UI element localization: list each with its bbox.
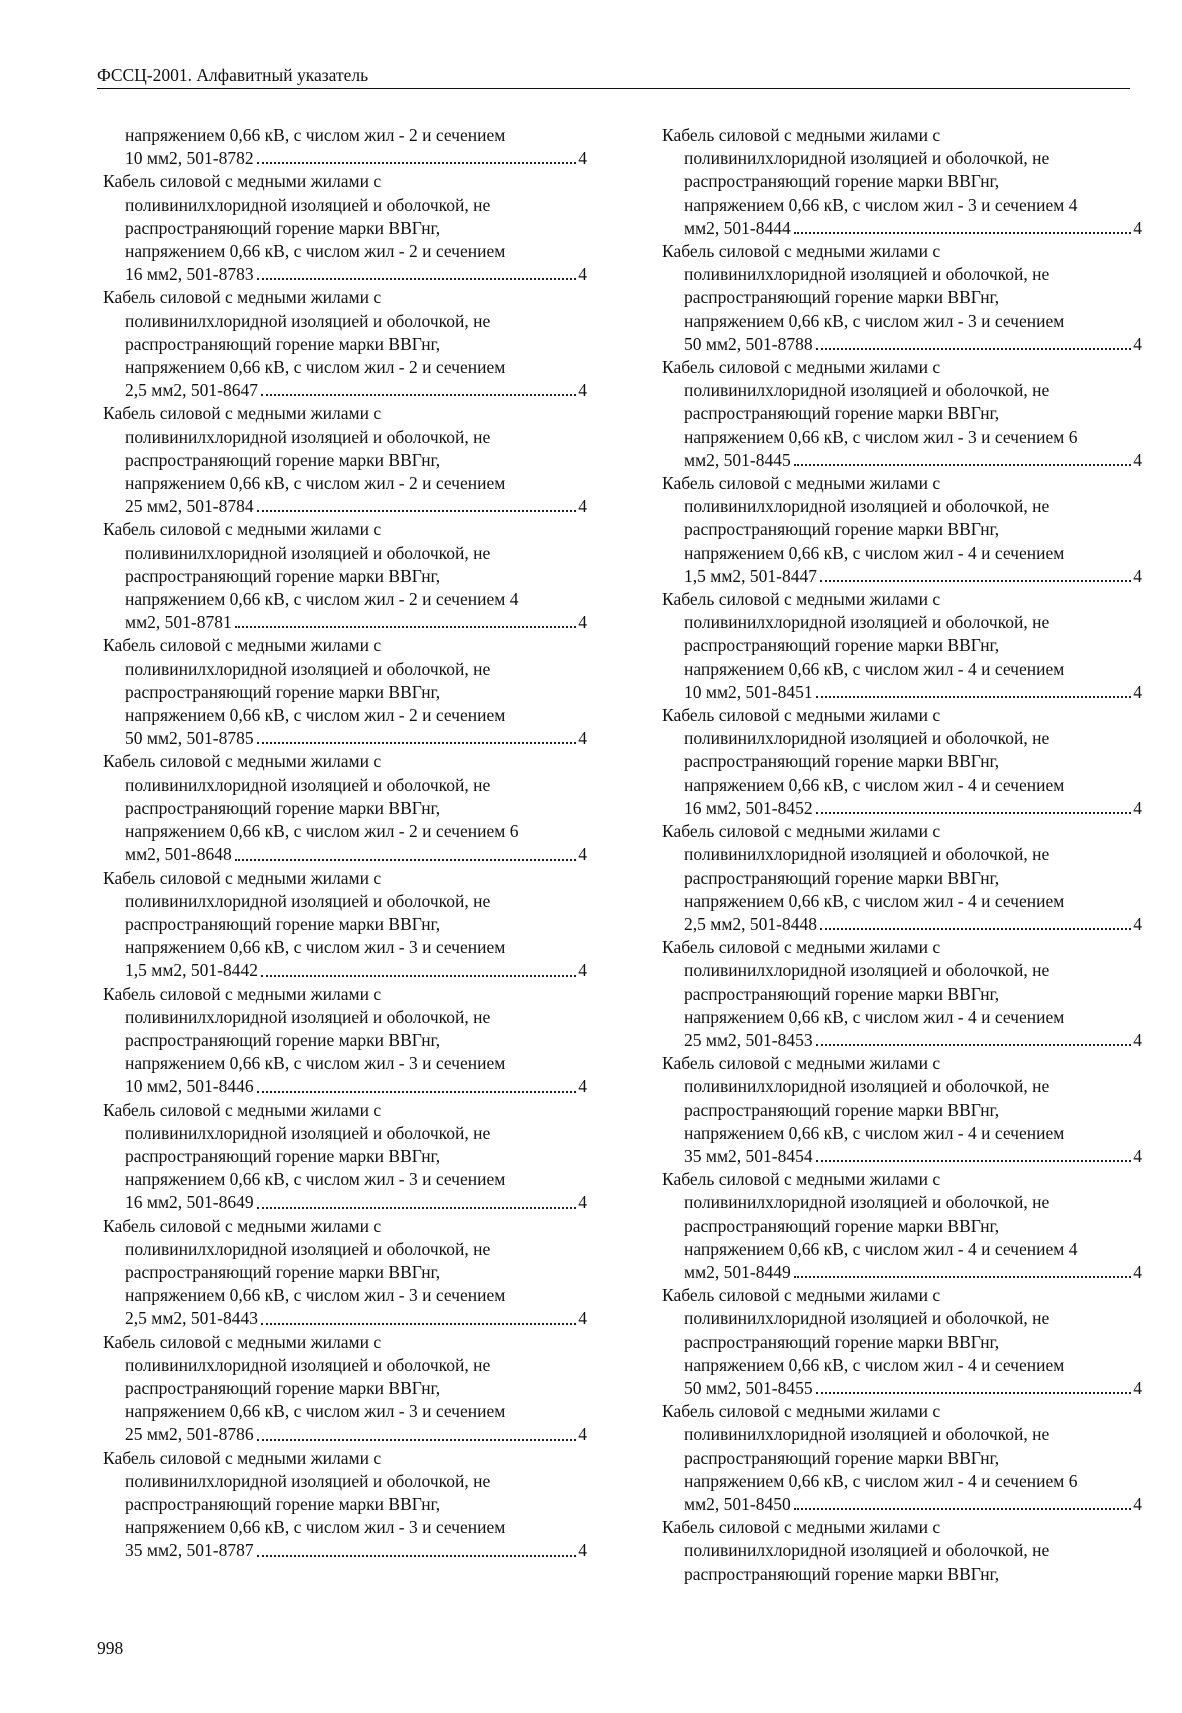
entry-text-line: Кабель силовой с медными жилами с xyxy=(103,751,382,772)
entry-page-number: 4 xyxy=(578,728,587,749)
entry-code: 16 мм2, 501-8452 xyxy=(684,797,813,818)
entry-text-line: Кабель силовой с медными жилами с xyxy=(103,519,382,540)
dot-leader xyxy=(820,580,1131,582)
entry-text-line: Кабель силовой с медными жилами с xyxy=(103,1099,382,1120)
entry-text-line: поливинилхлоридной изоляцией и оболочкой, не xyxy=(125,774,491,795)
dot-leader xyxy=(257,278,577,280)
index-entry xyxy=(103,402,587,518)
header-title: ФССЦ-2001. Алфавитный указатель xyxy=(97,65,369,85)
entry-reference-line xyxy=(662,1493,1142,1516)
entry-text-line: напряжением 0,66 кВ, с числом жил - 4 и сечением xyxy=(684,658,1065,679)
entry-text-line: поливинилхлоридной изоляцией и оболочкой, не xyxy=(125,658,491,679)
entry-text-line: Кабель силовой с медными жилами с xyxy=(662,473,941,494)
entry-text-line: поливинилхлоридной изоляцией и оболочкой, не xyxy=(125,1006,491,1027)
entry-text-line: поливинилхлоридной изоляцией и оболочкой, не xyxy=(684,612,1050,633)
entry-text-line: напряжением 0,66 кВ, с числом жил - 4 и сечением xyxy=(684,1006,1065,1027)
entry-text-line: Кабель силовой с медными жилами с xyxy=(662,1053,941,1074)
entry-text-line: распространяющий горение марки ВВГнг, xyxy=(684,171,1000,192)
entry-reference-line xyxy=(103,1539,587,1562)
dot-leader xyxy=(794,464,1132,466)
entry-page-number: 4 xyxy=(578,1076,587,1097)
entry-text-line: напряжением 0,66 кВ, с числом жил - 2 и сечением xyxy=(125,241,506,262)
entry-reference-line xyxy=(103,1423,587,1446)
entry-code: 16 мм2, 501-8649 xyxy=(125,1192,254,1213)
entry-text-line: распространяющий горение марки ВВГнг, xyxy=(684,1099,1000,1120)
entry-page-number: 4 xyxy=(1133,1493,1142,1514)
dot-leader xyxy=(261,975,576,977)
entry-code: 50 мм2, 501-8455 xyxy=(684,1377,813,1398)
entry-text-line: Кабель силовой с медными жилами с xyxy=(662,705,941,726)
entry-code: 10 мм2, 501-8446 xyxy=(125,1076,254,1097)
entry-reference-line xyxy=(662,217,1142,240)
entry-text-line: Кабель силовой с медными жилами с xyxy=(662,1401,941,1422)
entry-page-number: 4 xyxy=(1133,449,1142,470)
entry-page-number: 4 xyxy=(578,1424,587,1445)
entry-text-line: поливинилхлоридной изоляцией и оболочкой, не xyxy=(684,1424,1050,1445)
entry-reference-line xyxy=(662,1145,1142,1168)
dot-leader xyxy=(816,1160,1132,1162)
entry-text-line: напряжением 0,66 кВ, с числом жил - 4 и сечением xyxy=(684,774,1065,795)
entry-text-line: поливинилхлоридной изоляцией и оболочкой, не xyxy=(684,1540,1050,1561)
index-entry xyxy=(662,820,1142,936)
entry-code: 50 мм2, 501-8788 xyxy=(684,333,813,354)
entry-page-number: 4 xyxy=(1133,1261,1142,1282)
entry-reference-line xyxy=(103,147,587,170)
index-entry xyxy=(103,1331,587,1447)
dot-leader xyxy=(257,162,577,164)
entry-text-line: поливинилхлоридной изоляцией и оболочкой, не xyxy=(684,1076,1050,1097)
entry-text-line: напряжением 0,66 кВ, с числом жил - 3 и сечением xyxy=(125,1517,506,1538)
dot-leader xyxy=(257,1555,577,1557)
index-entry xyxy=(103,1447,587,1563)
entry-text-line: распространяющий горение марки ВВГнг, xyxy=(684,751,1000,772)
index-entry xyxy=(103,286,587,402)
entry-text-line: распространяющий горение марки ВВГнг, xyxy=(125,1029,441,1050)
entry-text-line: распространяющий горение марки ВВГнг, xyxy=(684,519,1000,540)
dot-leader xyxy=(816,812,1132,814)
entry-code: 50 мм2, 501-8785 xyxy=(125,728,254,749)
dot-leader xyxy=(261,394,576,396)
entry-text-line: Кабель силовой с медными жилами с xyxy=(103,287,382,308)
index-entry xyxy=(662,240,1142,356)
index-entry xyxy=(662,1052,1142,1168)
entry-text-line: напряжением 0,66 кВ, с числом жил - 2 и сечением xyxy=(125,357,506,378)
entry-text-line: напряжением 0,66 кВ, с числом жил - 4 и сечением 6 xyxy=(684,1470,1078,1491)
dot-leader xyxy=(794,232,1132,234)
entry-text-line: Кабель силовой с медными жилами с xyxy=(103,403,382,424)
entry-text-line: Кабель силовой с медными жилами с xyxy=(662,241,941,262)
dot-leader xyxy=(816,1044,1132,1046)
entry-reference-line xyxy=(662,1377,1142,1400)
entry-text-line: поливинилхлоридной изоляцией и оболочкой, не xyxy=(684,264,1050,285)
entry-text-line: Кабель силовой с медными жилами с xyxy=(103,171,382,192)
entry-code: 25 мм2, 501-8453 xyxy=(684,1029,813,1050)
dot-leader xyxy=(820,928,1131,930)
entry-text-line: распространяющий горение марки ВВГнг, xyxy=(684,1331,1000,1352)
dot-leader xyxy=(257,742,577,744)
entry-text-line: Кабель силовой с медными жилами с xyxy=(662,937,941,958)
entry-page-number: 4 xyxy=(1133,1029,1142,1050)
entry-reference-line xyxy=(662,797,1142,820)
entry-reference-line xyxy=(662,681,1142,704)
entry-text-line: распространяющий горение марки ВВГнг, xyxy=(125,681,441,702)
index-entry xyxy=(662,588,1142,704)
entry-page-number: 4 xyxy=(1133,1377,1142,1398)
entry-text-line: напряжением 0,66 кВ, с числом жил - 3 и сечением 6 xyxy=(684,426,1078,447)
entry-text-line: распространяющий горение марки ВВГнг, xyxy=(684,1563,1000,1584)
index-entry xyxy=(103,983,587,1099)
entry-text-line: распространяющий горение марки ВВГнг, xyxy=(125,217,441,238)
entry-text-line: поливинилхлоридной изоляцией и оболочкой, не xyxy=(684,1192,1050,1213)
entry-text-line: Кабель силовой с медными жилами с xyxy=(103,635,382,656)
entry-text-line: Кабель силовой с медными жилами с xyxy=(662,1517,941,1538)
entry-text-line: Кабель силовой с медными жилами с xyxy=(103,1447,382,1468)
entry-text-line: напряжением 0,66 кВ, с числом жил - 2 и сечением xyxy=(125,125,506,145)
entry-code: мм2, 501-8445 xyxy=(684,449,791,470)
entry-text-line: поливинилхлоридной изоляцией и оболочкой, не xyxy=(125,1122,491,1143)
entry-text-line: напряжением 0,66 кВ, с числом жил - 3 и сечением xyxy=(125,1401,506,1422)
entry-page-number: 4 xyxy=(578,496,587,517)
entry-reference-line xyxy=(662,1029,1142,1052)
index-entry xyxy=(662,704,1142,820)
entry-text-line: поливинилхлоридной изоляцией и оболочкой, не xyxy=(684,728,1050,749)
entry-page-number: 4 xyxy=(1133,565,1142,586)
dot-leader xyxy=(235,859,577,861)
index-entry xyxy=(103,867,587,983)
entry-text-line: распространяющий горение марки ВВГнг, xyxy=(684,287,1000,308)
index-entry xyxy=(103,518,587,634)
entry-text-line: поливинилхлоридной изоляцией и оболочкой, не xyxy=(684,960,1050,981)
entry-text-line: распространяющий горение марки ВВГнг, xyxy=(125,797,441,818)
entry-text-line: напряжением 0,66 кВ, с числом жил - 3 и сечением xyxy=(125,1053,506,1074)
index-entry xyxy=(103,634,587,750)
entry-text-line: распространяющий горение марки ВВГнг, xyxy=(125,333,441,354)
entry-text-line: поливинилхлоридной изоляцией и оболочкой, не xyxy=(125,426,491,447)
entry-text-line: Кабель силовой с медными жилами с xyxy=(662,1169,941,1190)
entry-page-number: 4 xyxy=(1133,1145,1142,1166)
entry-text-line: напряжением 0,66 кВ, с числом жил - 2 и сечением xyxy=(125,473,506,494)
entry-page-number: 4 xyxy=(1133,797,1142,818)
entry-page-number: 4 xyxy=(1133,681,1142,702)
entry-reference-line xyxy=(662,913,1142,936)
entry-page-number: 4 xyxy=(1133,333,1142,354)
entry-code: 2,5 мм2, 501-8443 xyxy=(125,1308,258,1329)
entry-text-line: Кабель силовой с медными жилами с xyxy=(662,1285,941,1306)
running-header xyxy=(97,64,1130,89)
dot-leader xyxy=(257,510,577,512)
entry-text-line: напряжением 0,66 кВ, с числом жил - 2 и сечением 4 xyxy=(125,589,519,610)
dot-leader xyxy=(794,1508,1132,1510)
entry-code: 25 мм2, 501-8786 xyxy=(125,1424,254,1445)
index-entry xyxy=(103,170,587,286)
dot-leader xyxy=(257,1091,577,1093)
entry-text-line: Кабель силовой с медными жилами с xyxy=(103,1215,382,1236)
entry-text-line: напряжением 0,66 кВ, с числом жил - 2 и сечением xyxy=(125,705,506,726)
entry-code: 2,5 мм2, 501-8448 xyxy=(684,913,817,934)
dot-leader xyxy=(235,626,577,628)
entry-text-line: распространяющий горение марки ВВГнг, xyxy=(684,867,1000,888)
index-entry xyxy=(662,124,1142,240)
entry-text-line: напряжением 0,66 кВ, с числом жил - 4 и сечением xyxy=(684,1122,1065,1143)
entry-text-line: распространяющий горение марки ВВГнг, xyxy=(684,635,1000,656)
entry-text-line: поливинилхлоридной изоляцией и оболочкой, не xyxy=(684,1308,1050,1329)
entry-page-number: 4 xyxy=(578,612,587,633)
entry-reference-line xyxy=(103,1075,587,1098)
entry-text-line: Кабель силовой с медными жилами с xyxy=(103,983,382,1004)
entry-code: 10 мм2, 501-8782 xyxy=(125,148,254,169)
dot-leader xyxy=(816,348,1132,350)
entry-text-line: напряжением 0,66 кВ, с числом жил - 4 и сечением xyxy=(684,1354,1065,1375)
entry-code: 16 мм2, 501-8783 xyxy=(125,264,254,285)
entry-code: мм2, 501-8648 xyxy=(125,844,232,865)
entry-text-line: напряжением 0,66 кВ, с числом жил - 3 и сечением xyxy=(125,1169,506,1190)
entry-text-line: напряжением 0,66 кВ, с числом жил - 4 и сечением xyxy=(684,542,1065,563)
index-entry xyxy=(662,1516,1142,1586)
entry-reference-line xyxy=(662,1261,1142,1284)
entry-code: 1,5 мм2, 501-8442 xyxy=(125,960,258,981)
entry-text-line: поливинилхлоридной изоляцией и оболочкой, не xyxy=(684,148,1050,169)
index-column-right xyxy=(662,124,1142,1586)
entry-text-line: поливинилхлоридной изоляцией и оболочкой, не xyxy=(684,496,1050,517)
entry-text-line: поливинилхлоридной изоляцией и оболочкой, не xyxy=(684,844,1050,865)
entry-text-line: распространяющий горение марки ВВГнг, xyxy=(125,1145,441,1166)
index-entry xyxy=(662,1168,1142,1284)
entry-page-number: 4 xyxy=(578,264,587,285)
dot-leader xyxy=(257,1439,577,1441)
entry-text-line: поливинилхлоридной изоляцией и оболочкой, не xyxy=(125,1470,491,1491)
entry-reference-line xyxy=(662,449,1142,472)
entry-code: 10 мм2, 501-8451 xyxy=(684,681,813,702)
entry-code: мм2, 501-8450 xyxy=(684,1493,791,1514)
dot-leader xyxy=(257,1207,577,1209)
entry-reference-line xyxy=(103,1191,587,1214)
entry-text-line: распространяющий горение марки ВВГнг, xyxy=(684,403,1000,424)
entry-code: 25 мм2, 501-8784 xyxy=(125,496,254,517)
index-entry xyxy=(103,1099,587,1215)
entry-page-number: 4 xyxy=(1133,217,1142,238)
dot-leader xyxy=(816,696,1132,698)
entry-reference-line xyxy=(662,333,1142,356)
entry-page-number: 4 xyxy=(578,960,587,981)
entry-code: мм2, 501-8781 xyxy=(125,612,232,633)
entry-code: 2,5 мм2, 501-8647 xyxy=(125,380,258,401)
entry-text-line: распространяющий горение марки ВВГнг, xyxy=(125,1377,441,1398)
entry-text-line: Кабель силовой с медными жилами с xyxy=(662,357,941,378)
entry-text-line: напряжением 0,66 кВ, с числом жил - 4 и сечением 4 xyxy=(684,1238,1078,1259)
entry-reference-line xyxy=(103,263,587,286)
index-column-left xyxy=(103,124,587,1563)
entry-reference-line xyxy=(103,495,587,518)
entry-text-line: Кабель силовой с медными жилами с xyxy=(662,821,941,842)
entry-text-line: распространяющий горение марки ВВГнг, xyxy=(684,1215,1000,1236)
entry-reference-line xyxy=(103,959,587,982)
entry-text-line: поливинилхлоридной изоляцией и оболочкой, не xyxy=(125,542,491,563)
index-entry xyxy=(103,124,587,170)
entry-text-line: распространяющий горение марки ВВГнг, xyxy=(125,1493,441,1514)
index-entry xyxy=(662,1284,1142,1400)
entry-code: 1,5 мм2, 501-8447 xyxy=(684,565,817,586)
dot-leader xyxy=(816,1392,1132,1394)
entry-text-line: Кабель силовой с медными жилами с xyxy=(103,867,382,888)
entry-text-line: распространяющий горение марки ВВГнг, xyxy=(125,449,441,470)
entry-text-line: напряжением 0,66 кВ, с числом жил - 3 и сечением 4 xyxy=(684,194,1078,215)
entry-text-line: поливинилхлоридной изоляцией и оболочкой, не xyxy=(684,380,1050,401)
entry-code: 35 мм2, 501-8454 xyxy=(684,1145,813,1166)
dot-leader xyxy=(261,1323,576,1325)
entry-text-line: напряжением 0,66 кВ, с числом жил - 4 и сечением xyxy=(684,890,1065,911)
entry-page-number: 4 xyxy=(578,148,587,169)
index-entry xyxy=(662,1400,1142,1516)
index-entry xyxy=(103,750,587,866)
entry-text-line: распространяющий горение марки ВВГнг, xyxy=(125,1261,441,1282)
entry-page-number: 4 xyxy=(578,1308,587,1329)
entry-text-line: Кабель силовой с медными жилами с xyxy=(662,589,941,610)
entry-page-number: 4 xyxy=(578,844,587,865)
index-entry xyxy=(662,356,1142,472)
page-number: 998 xyxy=(97,1638,124,1658)
entry-text-line: поливинилхлоридной изоляцией и оболочкой, не xyxy=(125,194,491,215)
entry-code: мм2, 501-8444 xyxy=(684,217,791,238)
entry-text-line: поливинилхлоридной изоляцией и оболочкой, не xyxy=(125,310,491,331)
entry-text-line: распространяющий горение марки ВВГнг, xyxy=(684,983,1000,1004)
entry-page-number: 4 xyxy=(578,1540,587,1561)
entry-text-line: поливинилхлоридной изоляцией и оболочкой, не xyxy=(125,1354,491,1375)
entry-page-number: 4 xyxy=(578,380,587,401)
entry-text-line: поливинилхлоридной изоляцией и оболочкой, не xyxy=(125,890,491,911)
entry-text-line: распространяющий горение марки ВВГнг, xyxy=(125,913,441,934)
entry-reference-line xyxy=(103,843,587,866)
entry-reference-line xyxy=(103,727,587,750)
entry-reference-line xyxy=(103,1307,587,1330)
entry-code: 35 мм2, 501-8787 xyxy=(125,1540,254,1561)
entry-text-line: Кабель силовой с медными жилами с xyxy=(662,125,941,145)
entry-text-line: Кабель силовой с медными жилами с xyxy=(103,1331,382,1352)
entry-text-line: поливинилхлоридной изоляцией и оболочкой, не xyxy=(125,1238,491,1259)
entry-text-line: напряжением 0,66 кВ, с числом жил - 3 и сечением xyxy=(125,937,506,958)
entry-text-line: напряжением 0,66 кВ, с числом жил - 3 и сечением xyxy=(125,1285,506,1306)
entry-text-line: распространяющий горение марки ВВГнг, xyxy=(125,565,441,586)
index-entry xyxy=(662,472,1142,588)
entry-text-line: распространяющий горение марки ВВГнг, xyxy=(684,1447,1000,1468)
entry-reference-line xyxy=(103,379,587,402)
entry-reference-line xyxy=(103,611,587,634)
index-entry xyxy=(662,936,1142,1052)
entry-code: мм2, 501-8449 xyxy=(684,1261,791,1282)
entry-text-line: напряжением 0,66 кВ, с числом жил - 3 и сечением xyxy=(684,310,1065,331)
entry-page-number: 4 xyxy=(578,1192,587,1213)
index-entry xyxy=(103,1215,587,1331)
entry-text-line: напряжением 0,66 кВ, с числом жил - 2 и сечением 6 xyxy=(125,821,519,842)
entry-reference-line xyxy=(662,565,1142,588)
entry-page-number: 4 xyxy=(1133,913,1142,934)
dot-leader xyxy=(794,1276,1132,1278)
